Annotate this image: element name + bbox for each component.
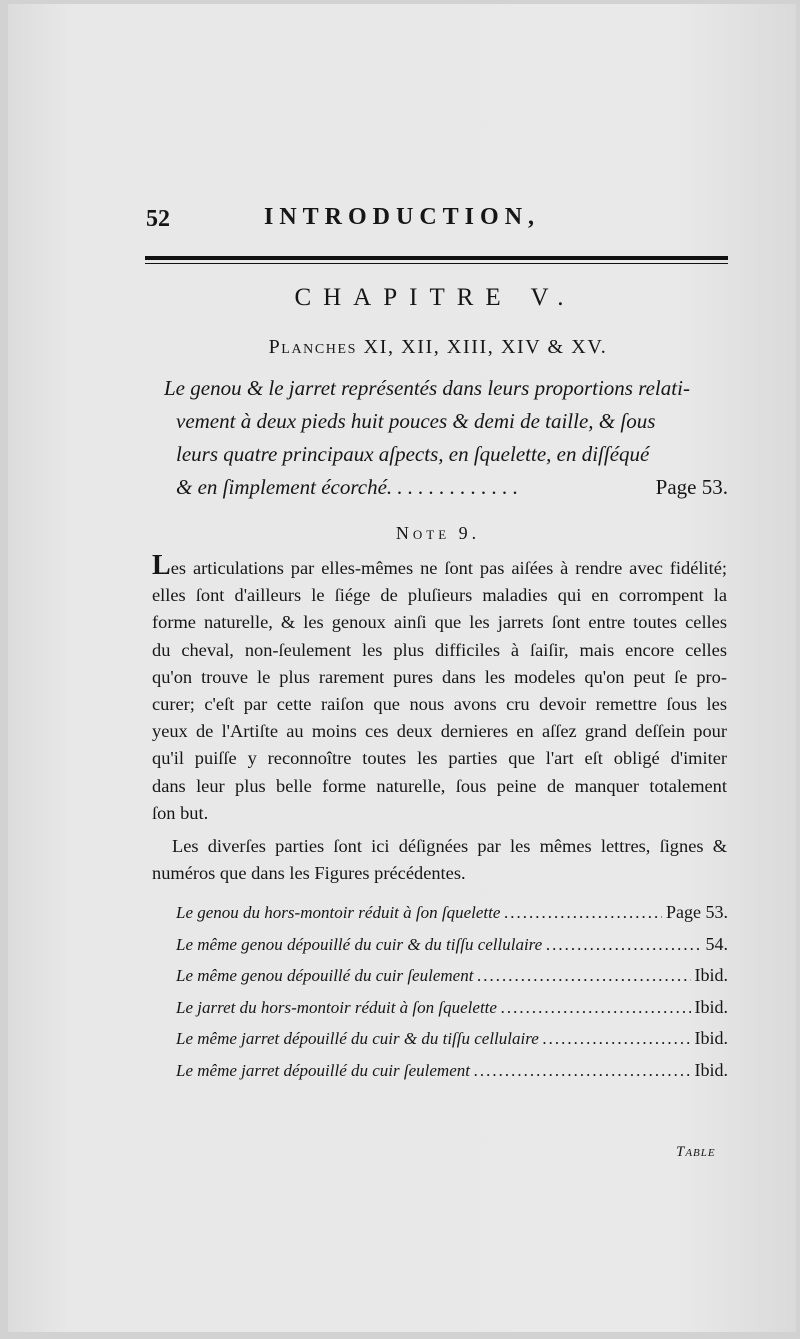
- note-line: Les diverſes parties ſont ici déſignées par les mêmes lettres, ſignes &: [172, 836, 727, 857]
- figure-label: Le même jarret dépouillé du cuir ſeulement: [176, 1060, 470, 1080]
- note-title: Note 9.: [395, 523, 481, 543]
- figure-label: Le genou du hors-montoir réduit à ſon ſquelette: [176, 903, 501, 922]
- subject-line: leurs quatre principaux aſpects, en ſquelette, en diſſéqué: [176, 442, 650, 466]
- subject-line: [176, 471, 728, 504]
- figure-row: [176, 965, 728, 997]
- leader-dots: [543, 1029, 691, 1049]
- note-line: curer; c'eſt par cette raiſon que nous avons cru devoir remettre ſous les: [152, 694, 727, 715]
- note-line: du cheval, non-ſeulement les plus difficiles à ſaiſir, mais encore celles: [152, 639, 727, 660]
- figure-page-ref: Ibid.: [694, 1059, 728, 1080]
- chapter-subject: [164, 372, 728, 504]
- figure-row: [176, 1060, 728, 1092]
- drop-initial: L: [152, 550, 171, 581]
- figure-page-ref: Page 53.: [666, 902, 728, 922]
- figure-row: [176, 997, 728, 1029]
- catchword: Table: [676, 1144, 716, 1160]
- subject-line: vement à deux pieds huit pouces & demi de taille, & ſous: [176, 409, 656, 433]
- leader-dots: [501, 998, 691, 1018]
- subject-line: Le genou & le jarret représentés dans leurs proportions relati-: [164, 376, 690, 400]
- leader-dots: [546, 935, 701, 955]
- subject-page-ref: Page 53.: [655, 475, 728, 499]
- leader-dots: [477, 966, 690, 986]
- figure-page-ref: 54.: [705, 933, 728, 954]
- note-line: elles ſont d'ailleurs le ſiége de pluſieurs maladies qui en corrompent la: [152, 585, 727, 606]
- leader-dots: [474, 1061, 691, 1081]
- plates-line: Planches XI, XII, XIII, XIV & XV.: [268, 336, 608, 358]
- figure-row: [176, 1028, 728, 1060]
- figure-label: Le même jarret dépouillé du cuir & du tiſſu cellulaire: [176, 1029, 539, 1048]
- page-number: 52: [146, 206, 170, 232]
- note-line: [152, 552, 727, 582]
- note-line: ſon but.: [152, 802, 209, 823]
- figure-row: [176, 934, 728, 966]
- header-rule-thick: [145, 256, 728, 260]
- figure-label: Le même genou dépouillé du cuir & du tiſſu cellulaire: [176, 934, 543, 954]
- note-line: forme naturelle, & les genoux ainſi que les jarrets ſont entre toutes celles: [152, 612, 727, 633]
- page-header: [146, 200, 736, 240]
- note-line: qu'on trouve le plus rarement pures dans les modeles qu'on peut ſe pro-: [152, 666, 727, 687]
- note-line: yeux de l'Artiſte au moins ces deux dernieres en aſſez grand deſſein pour: [152, 721, 727, 742]
- note-body: [152, 552, 727, 887]
- note-line: numéros que dans les Figures précédentes.: [152, 863, 466, 884]
- figure-list: [176, 902, 728, 1091]
- figure-label: Le jarret du hors-montoir réduit à ſon ſquelette: [176, 997, 497, 1017]
- figure-row: [176, 902, 728, 934]
- note-line: dans leur plus belle forme naturelle, ſous peine de manquer totalement: [152, 775, 727, 796]
- subject-last-text: & en ſimplement écorché. . . . . . . . . . . . .: [176, 475, 519, 499]
- header-rule-thin: [145, 263, 728, 264]
- figure-page-ref: Ibid.: [694, 1028, 728, 1048]
- note-line: qu'il puiſſe y reconnoître toutes les parties que l'art eſt obligé d'imiter: [152, 748, 727, 769]
- chapter-title: CHAPITRE V.: [294, 284, 576, 311]
- running-title: INTRODUCTION,: [264, 204, 541, 230]
- note-line-text: es articulations par elles-mêmes ne ſont pas aiſées à rendre avec fidélité;: [170, 558, 727, 578]
- figure-label: Le même genou dépouillé du cuir ſeulement: [176, 966, 474, 985]
- figure-page-ref: Ibid.: [694, 996, 728, 1017]
- figure-page-ref: Ibid.: [694, 965, 728, 985]
- leader-dots: [504, 903, 662, 923]
